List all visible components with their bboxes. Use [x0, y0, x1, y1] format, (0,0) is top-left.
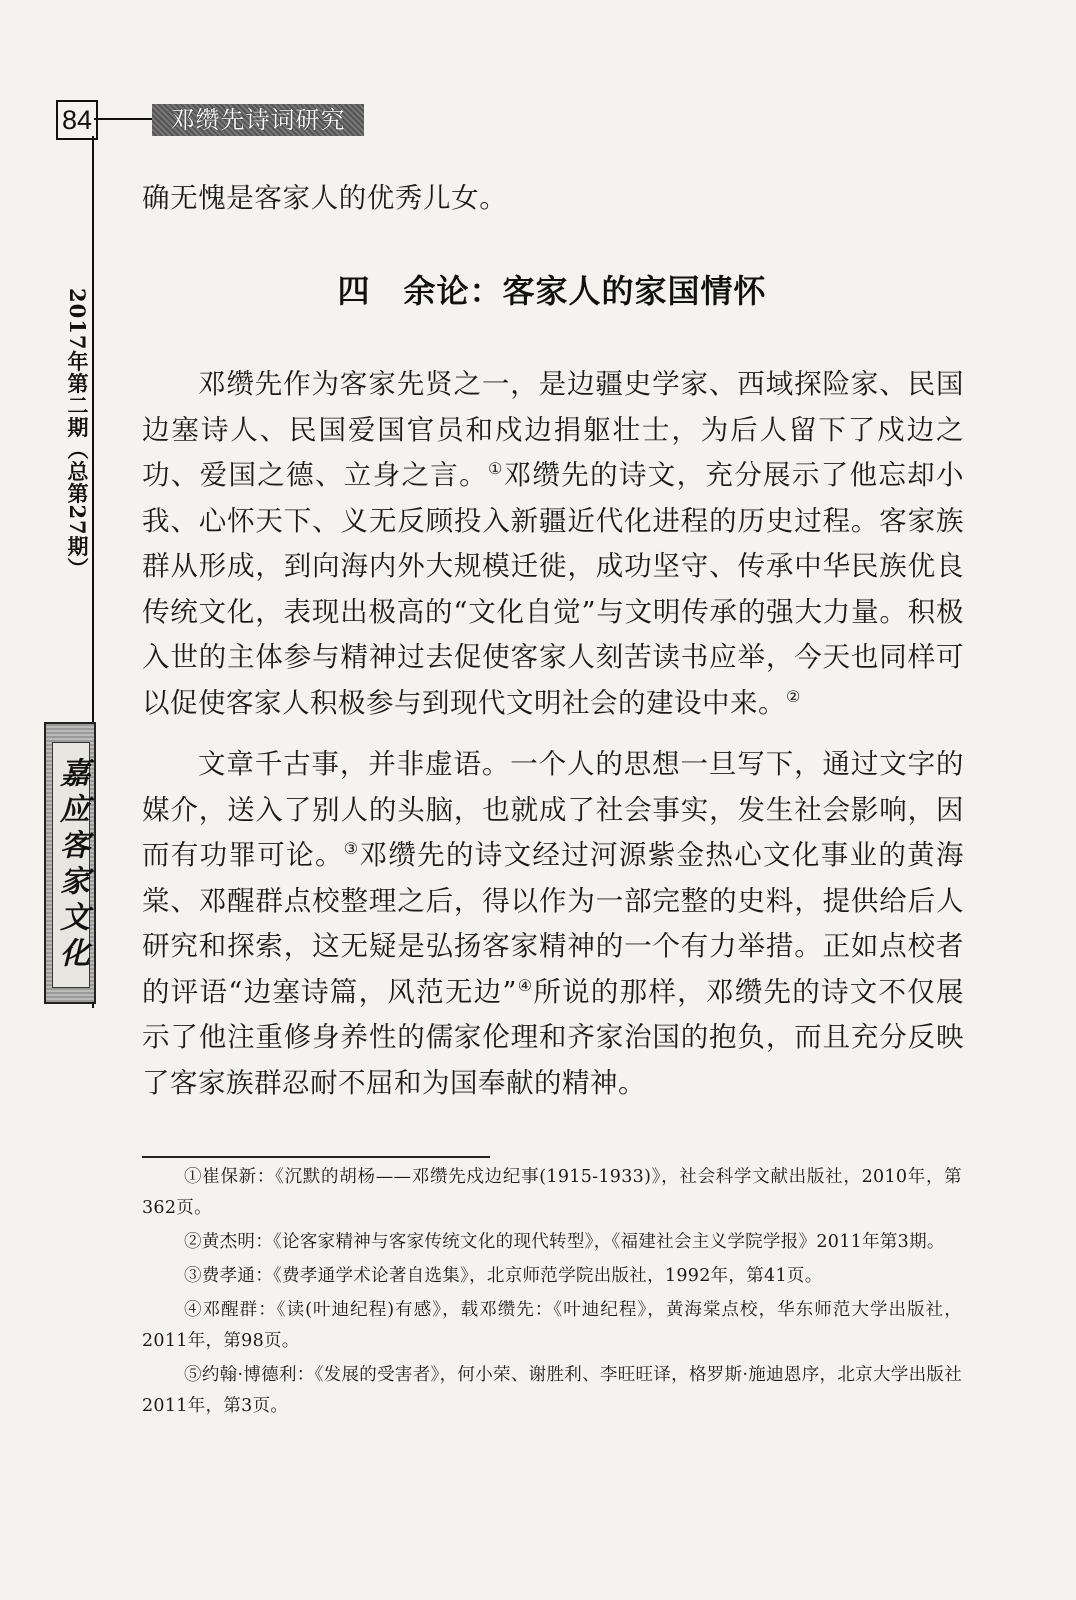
paragraph-2-text-b: 邓缵先的诗文经过河源紫金热心文化事业的黄海棠、邓醒群点校整理之后，得以作为一部完整的史料，提供给后人研究和探索，这无疑是弘扬客家精神的一个有力举措。正如点校者的评语“边塞诗篇，风范无边” [142, 839, 965, 1008]
header-rule [94, 118, 152, 120]
footnote-ref-2: ② [786, 686, 801, 706]
paragraph-2 [142, 742, 964, 1106]
footnote-ref-1: ① [487, 458, 504, 478]
paragraph-1 [142, 362, 964, 726]
running-head-title: 邓缵先诗词研究 [152, 104, 364, 136]
paragraph-2-text-a: 文章千古事，并非虚语。一个人的思想一旦写下，通过文字的媒介，送入了别人的头脑，也就成了社会事实，发生社会影响，因而有功罪可论。 [142, 748, 964, 871]
footnote-2: ②黄杰明：《论客家精神与客家传统文化的现代转型》，《福建社会主义学院学报》2011年第3期。 [184, 1232, 945, 1252]
footnote-3: ③费孝通：《费孝通学术论著自选集》，北京师范学院出版社，1992年，第41页。 [184, 1266, 823, 1286]
journal-seal-text: 嘉应客家文化 [52, 742, 90, 988]
page-number: 84 [56, 100, 98, 140]
paragraph-2-text-c: 所说的那样，邓缵先的诗文不仅展示了他注重修身养性的儒家伦理和齐家治国的抱负，而且充分反映了客家族群忍耐不屈和为国奉献的精神。 [142, 975, 965, 1099]
footnote-5: ⑤约翰·博德利：《发展的受害者》，何小荣、谢胜利、李旺旺译，格罗斯·施迪恩序，北京大学出版社2011年，第3页。 [142, 1365, 962, 1416]
footnotes [142, 1162, 962, 1425]
section-heading: 四 余论：客家人的家国情怀 [337, 272, 767, 310]
sidebar-rule-bottom [92, 1002, 94, 1008]
footnote-ref-4: ④ [517, 975, 534, 995]
journal-seal-logo [44, 722, 96, 1004]
paragraph-1-text-b: 邓缵先的诗文，充分展示了他忘却小我、心怀天下、义无反顾投入新疆近代化进程的历史过程。客家族群从形成，到向海内外大规模迁徙，成功坚守、传承中华民族优良传统文化，表现出极高的“文化自觉”与文明传承的强大力量。积极入世的主体参与精神过去促使客家人刻苦读书应举，今天也同样可以促使客家人积极参与到现代文明社会的建设中来。 [142, 459, 965, 719]
sidebar-rule-top [92, 136, 94, 722]
footnote-1: ①崔保新：《沉默的胡杨——邓缵先戍边纪事(1915-1933)》，社会科学文献出版社，2010年，第362页。 [142, 1167, 962, 1218]
lead-line: 确无愧是客家人的优秀儿女。 [142, 182, 508, 214]
issue-info-vertical: 2017年第二期（总第27期） [65, 288, 90, 580]
footnote-ref-3: ③ [343, 838, 360, 858]
footnote-separator [142, 1156, 490, 1158]
paragraph-1-text-a: 邓缵先作为客家先贤之一，是边疆史学家、西域探险家、民国边塞诗人、民国爱国官员和戍边捐躯壮士，为后人留下了戍边之功、爱国之德、立身之言。 [142, 368, 964, 491]
footnote-4: ④邓醒群：《读(叶迪纪程)有感》，载邓缵先：《叶迪纪程》，黄海棠点校，华东师范大学出版社，2011年，第98页。 [142, 1300, 962, 1351]
